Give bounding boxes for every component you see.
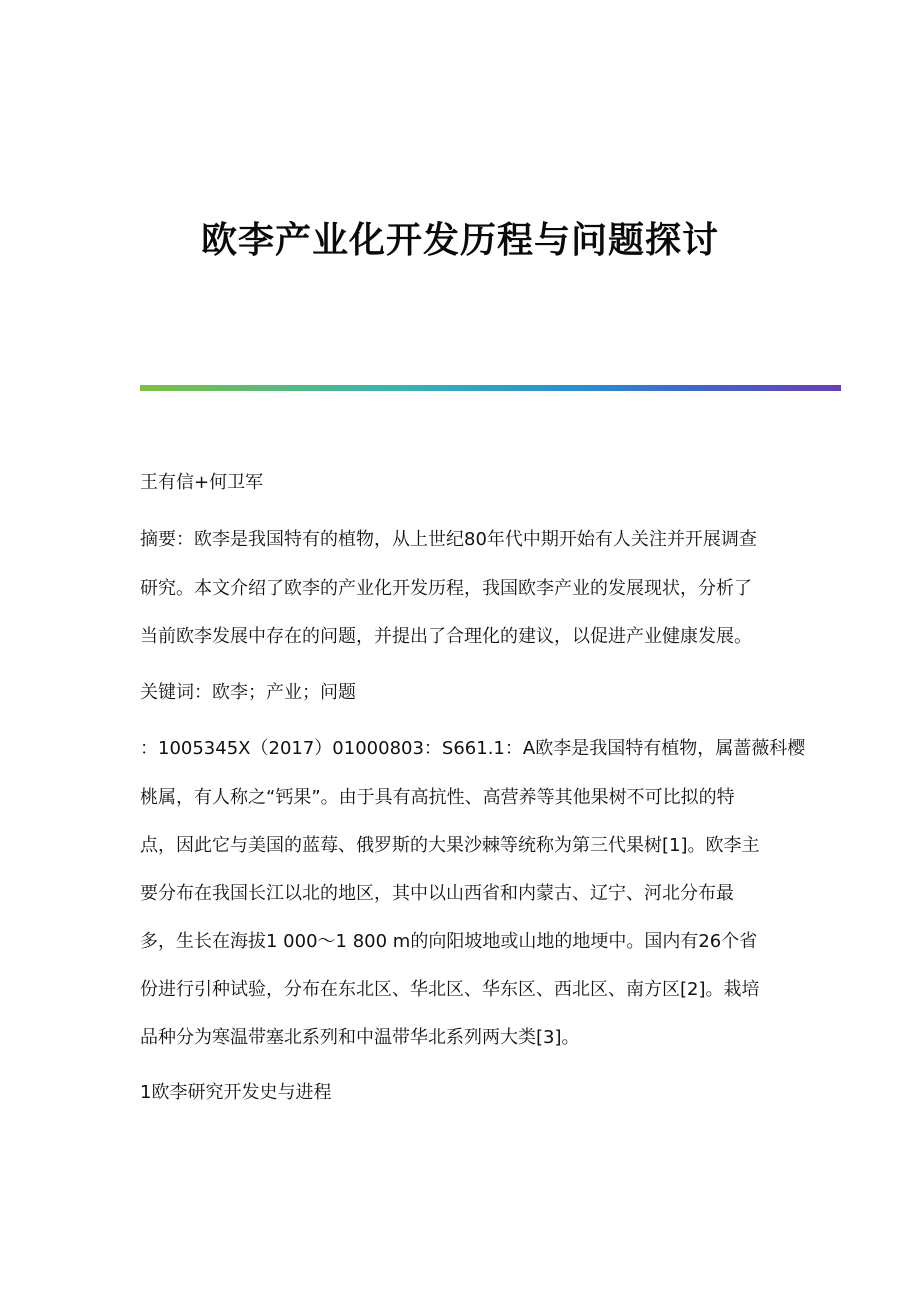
keywords-line: 关键词：欧李；产业；问题 — [140, 682, 356, 703]
document-title: 欧李产业化开发历程与问题探讨 — [200, 219, 719, 261]
abstract-line-3: 当前欧李发展中存在的问题，并提出了合理化的建议，以促进产业健康发展。 — [140, 626, 752, 647]
body-line-7: 品种分为寒温带塞北系列和中温带华北系列两大类[3]。 — [140, 1027, 580, 1048]
author-line: 王有信+何卫军 — [140, 472, 264, 493]
body-line-5: 多，生长在海拔1 000～1 800 m的向阳坡地或山地的地埂中。国内有26个省 — [140, 931, 758, 952]
section-heading: 1欧李研究开发史与进程 — [140, 1082, 332, 1103]
abstract-line-2: 研究。本文介绍了欧李的产业化开发历程，我国欧李产业的发展现状，分析了 — [140, 578, 752, 599]
title-divider — [140, 385, 841, 391]
body-line-2: 桃属，有人称之“钙果”。由于具有高抗性、高营养等其他果树不可比拟的特 — [140, 787, 735, 808]
body-line-1: ：1005345X（2017）01000803：S661.1：A欧李是我国特有植物，属蔷薇科樱 — [140, 738, 806, 759]
abstract-line-1: 摘要：欧李是我国特有的植物，从上世纪80年代中期开始有人关注并开展调查 — [140, 529, 757, 550]
body-line-6: 份进行引种试验，分布在东北区、华北区、华东区、西北区、南方区[2]。栽培 — [140, 979, 760, 1000]
body-line-3: 点，因此它与美国的蓝莓、俄罗斯的大果沙棘等统称为第三代果树[1]。欧李主 — [140, 835, 760, 856]
body-line-4: 要分布在我国长江以北的地区，其中以山西省和内蒙古、辽宁、河北分布最 — [140, 883, 734, 904]
